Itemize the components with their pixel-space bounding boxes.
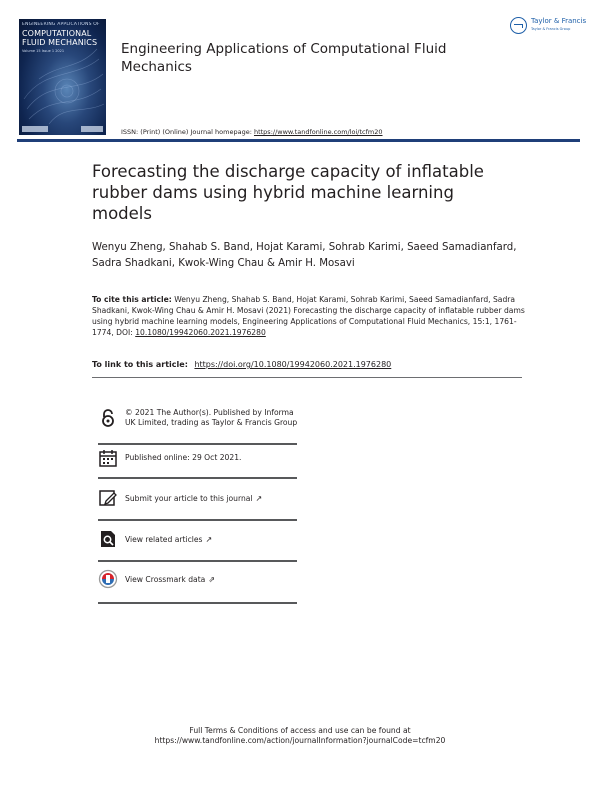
cover-society-logo [81, 126, 103, 132]
citation-block [92, 294, 532, 338]
license-row [98, 408, 298, 440]
footer [0, 726, 600, 746]
header-divider [17, 139, 580, 142]
issn-line [121, 128, 383, 136]
cover-publisher-logo [22, 126, 48, 132]
journal-homepage-link[interactable]: https://www.tandfonline.com/loi/tcfm20 [253, 128, 383, 136]
external-link-icon: ↗ [255, 494, 263, 503]
article-authors: Wenyu Zheng, Shahab S. Band, Hojat Karami, Sohrab Karimi, Saeed Samadianfard, Sadra Shadkani, Kwok-Wing Chau & Amir H. Mosavi [92, 242, 517, 269]
info-separator [98, 560, 297, 562]
info-separator [98, 602, 297, 604]
document-search-icon [98, 529, 118, 549]
publisher-name: Taylor & Francis [531, 17, 587, 25]
publisher-logo [510, 15, 590, 39]
cover-title: COMPUTATIONAL FLUID MECHANICS [22, 29, 98, 47]
open-access-lock-icon [98, 408, 118, 428]
article-title: Forecasting the discharge capacity of inflatable rubber dams using hybrid machine learning models [92, 162, 484, 223]
info-separator [98, 477, 297, 479]
crossmark-text: View Crossmark data [125, 575, 206, 584]
submit-article-row [125, 494, 300, 504]
footer-terms-link[interactable]: https://www.tandfonline.com/action/journalInformation?journalCode=tcfm20 [154, 736, 446, 745]
cite-label: To cite this article: [92, 295, 172, 304]
published-date: Published online: 29 Oct 2021. [125, 453, 242, 462]
external-link-icon: ⇗ [208, 575, 216, 584]
submit-article-link[interactable] [98, 488, 298, 510]
crossmark-icon [98, 569, 118, 589]
journal-title: Engineering Applications of Computational Fluid Mechanics [121, 41, 447, 75]
edit-icon [98, 488, 118, 508]
doi-link[interactable]: 10.1080/19942060.2021.1976280 [135, 328, 266, 337]
info-separator [98, 519, 297, 521]
crossmark-link[interactable] [98, 569, 298, 591]
article-link-line [92, 360, 391, 369]
publisher-tagline: Taylor & Francis Group [531, 27, 571, 31]
cover-series-text: ENGINEERING APPLICATIONS OF [22, 22, 100, 27]
related-articles-text: View related articles [125, 535, 203, 544]
related-articles-link[interactable] [98, 529, 298, 551]
journal-cover-image [19, 19, 106, 135]
external-link-icon: ↗ [205, 535, 213, 544]
submit-article-text: Submit your article to this journal [125, 494, 253, 503]
publisher-logo-icon [510, 17, 527, 34]
crossmark-row [125, 575, 300, 585]
license-text: © 2021 The Author(s). Published by Informa UK Limited, trading as Taylor & Francis Group [125, 408, 298, 427]
link-label: To link to this article: [92, 360, 188, 369]
section-divider [92, 377, 522, 378]
calendar-icon [98, 448, 118, 468]
cite-text: Wenyu Zheng, Shahab S. Band, Hojat Karami, Sohrab Karimi, Saeed Samadianfard, Sadra Shadkani, Kwok-Wing Chau & Amir H. Mosavi (2021) Forecasting the discharge capacity of inflatable rubber dams using hybrid machine learning models, Engineering Applications of Computational Fluid Mechanics, 15:1, 1761-1774, DOI: [92, 295, 525, 337]
info-separator [98, 443, 297, 445]
issn-label: ISSN: (Print) (Online) Journal homepage: [121, 128, 252, 136]
cover-subtitle: Volume 15 Issue 1 2021 [22, 49, 65, 53]
article-doi-url[interactable]: https://doi.org/10.1080/19942060.2021.1976280 [194, 360, 392, 369]
footer-terms-text: Full Terms & Conditions of access and use can be found at [189, 726, 411, 735]
published-row [98, 448, 298, 470]
related-articles-row [125, 535, 300, 545]
